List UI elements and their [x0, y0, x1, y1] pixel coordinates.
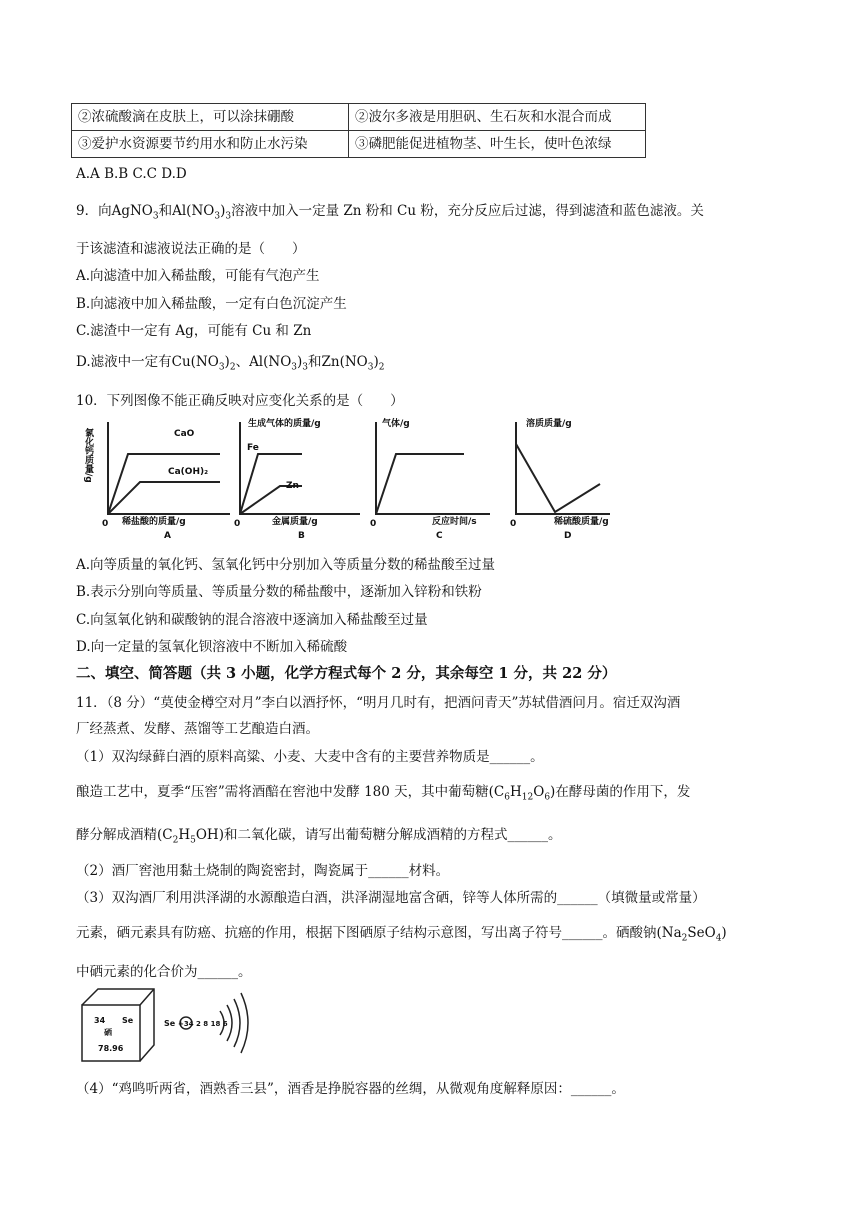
formula-znno3: $Zn(NO_3)_2$ [321, 354, 385, 373]
q10-graphs [80, 414, 620, 544]
formula-alno3: $Al(NO_3)_3$ [249, 354, 309, 373]
q8-cell: ③爱护水资源要节约用水和防止水污染 [72, 131, 349, 158]
q11-part1b-a: 酿造工艺中，夏季“压窖”需将酒醅在窖池中发酵 180 天，其中葡萄糖 [76, 784, 489, 800]
graph-b-l1: Fe [247, 443, 259, 453]
graph-b-x: 金属质量/g [272, 517, 318, 527]
q9-stem [76, 199, 704, 222]
q11-part1b-b: 在酵母菌的作用下，发 [555, 784, 691, 800]
se-atom-shells: 2 8 18 6 [196, 1020, 228, 1028]
q9-stem-line2: 于该滤渣和滤液说法正确的是（ ） [76, 241, 306, 257]
formula-cuno3: $Cu(NO_3)_2$ [171, 354, 236, 373]
graph-d-x: 稀硫酸质量/g [554, 517, 609, 527]
graph-a-x: 稀盐酸的质量/g [122, 517, 186, 527]
se-card-name: 硒 [104, 1028, 112, 1037]
q9-d-and: 和 [308, 354, 322, 370]
q11-part2: （2）酒厂窖池用黏土烧制的陶瓷密封，陶瓷属于______材料。 [76, 863, 450, 879]
q8-cell: ②波尔多液是用胆矾、生石灰和水混合而成 [349, 104, 646, 131]
graph-b-l2: Zn [286, 481, 299, 491]
graph-d-y: 溶质质量/g [526, 419, 572, 429]
graph-b-y: 生成气体的质量/g [248, 419, 321, 429]
section-title: 二、填空、简答题（共 3 小题，化学方程式每个 2 分，其余每空 1 分，共 22 分） [76, 665, 617, 682]
q11-part1b [76, 780, 690, 803]
formula-glucose: $(C_6H_{12}O_6)$ [488, 784, 556, 803]
graph-c-label: C [436, 531, 443, 541]
q10-option-d: D.向一定量的氢氧化钡溶液中不断加入稀硫酸 [76, 639, 348, 655]
selenium-diagram [80, 985, 280, 1065]
q8-cell: ②浓硫酸滴在皮肤上，可以涂抹硼酸 [72, 104, 349, 131]
se-card-symbol: Se [122, 1016, 134, 1025]
se-card-mass: 78.96 [98, 1044, 124, 1053]
se-atom-symbol: Se [164, 1019, 176, 1028]
graph-a-origin: 0 [102, 519, 109, 529]
graph-a-l2: Ca(OH)₂ [168, 467, 209, 477]
q9-d-prefix: D.滤液中一定有 [76, 354, 172, 370]
q10-option-b: B.表示分别向等质量、等质量分数的稀盐酸中，逐渐加入锌粉和铁粉 [76, 584, 482, 600]
se-card-number: 34 [94, 1016, 106, 1025]
q9-d-sep: 、 [235, 354, 250, 370]
q11-part1c-b: 和二氧化碳，请写出葡萄糖分解成酒精的方程式______。 [223, 827, 562, 843]
q11-part1c-a: 酵分解成酒精 [76, 827, 157, 843]
q11-intro-1: 11．（8 分）“莫使金樽空对月”李白以酒抒怀，“明月几时有，把酒问青天”苏轼借酒问月。宿迁双沟酒 [76, 695, 681, 711]
graph-a-l1: CaO [174, 429, 195, 439]
formula-alno3: $Al(NO_3)_3$ [172, 203, 232, 222]
formula-na2seo4: $(Na_2SeO_4)$ [656, 925, 727, 944]
q8-table [71, 103, 646, 158]
q9-option-a: A.向滤渣中加入稀盐酸，可能有气泡产生 [76, 268, 320, 284]
q11-part1: （1）双沟绿藓白酒的原料高粱、小麦、大麦中含有的主要营养物质是______。 [76, 749, 544, 765]
se-atom-nucleus: +34 [178, 1020, 194, 1028]
q9-option-c: C.滤渣中一定有 Ag，可能有 Cu 和 Zn [76, 323, 312, 339]
q10-stem: 10．下列图像不能正确反映对应变化关系的是（ ） [76, 393, 404, 409]
q11-part3b-a: 元素，硒元素具有防癌、抗癌的作用，根据下图硒原子结构示意图，写出离子符号______。硒酸钠 [76, 925, 657, 941]
q9-mid: 溶液中加入一定量 Zn 粉和 Cu 粉，充分反应后过滤，得到滤渣和蓝色滤液。关 [231, 203, 704, 219]
q8-options: A.A B.B C.C D.D [76, 166, 187, 182]
q9-prefix: 9．向 [76, 203, 112, 219]
graph-b-label: B [298, 531, 305, 541]
graph-a-label: A [164, 531, 171, 541]
q9-and: 和 [158, 203, 173, 219]
q11-part3c: 中硒元素的化合价为______。 [76, 964, 252, 980]
q11-part3b [76, 921, 727, 944]
graph-d-label: D [564, 531, 572, 541]
graph-c-origin: 0 [370, 519, 377, 529]
q9-option-d [76, 350, 385, 373]
q11-part1c [76, 823, 561, 846]
formula-ethanol: $(C_2H_5OH)$ [157, 827, 224, 846]
q10-option-c: C.向氢氧化钠和碳酸钠的混合溶液中逐滴加入稀盐酸至过量 [76, 612, 428, 628]
q11-part3a: （3）双沟酒厂利用洪泽湖的水源酿造白酒，洪泽湖湿地富含硒，锌等人体所需的______（填微量或常量） [76, 890, 706, 906]
graph-c-x: 反应时间/s [432, 517, 477, 527]
q10-option-a: A.向等质量的氧化钙、氢氧化钙中分别加入等质量分数的稀盐酸至过量 [76, 557, 496, 573]
q11-part4: （4）“鸡鸣听两省，酒熟香三县”，酒香是挣脱容器的丝绸，从微观角度解释原因：______。 [76, 1081, 625, 1097]
graph-c-y: 气体/g [382, 419, 410, 429]
formula-agno3: AgNO$_3$ [111, 203, 159, 222]
q9-option-b: B.向滤液中加入稀盐酸，一定有白色沉淀产生 [76, 296, 347, 312]
graph-d-origin: 0 [510, 519, 517, 529]
q8-cell: ③磷肥能促进植物茎、叶生长，使叶色浓绿 [349, 131, 646, 158]
graph-a-y: 氯化钙质量/g [83, 428, 93, 483]
q11-intro-2: 厂经蒸煮、发酵、蒸馏等工艺酿造白酒。 [76, 721, 319, 737]
graph-b-origin: 0 [234, 519, 241, 529]
